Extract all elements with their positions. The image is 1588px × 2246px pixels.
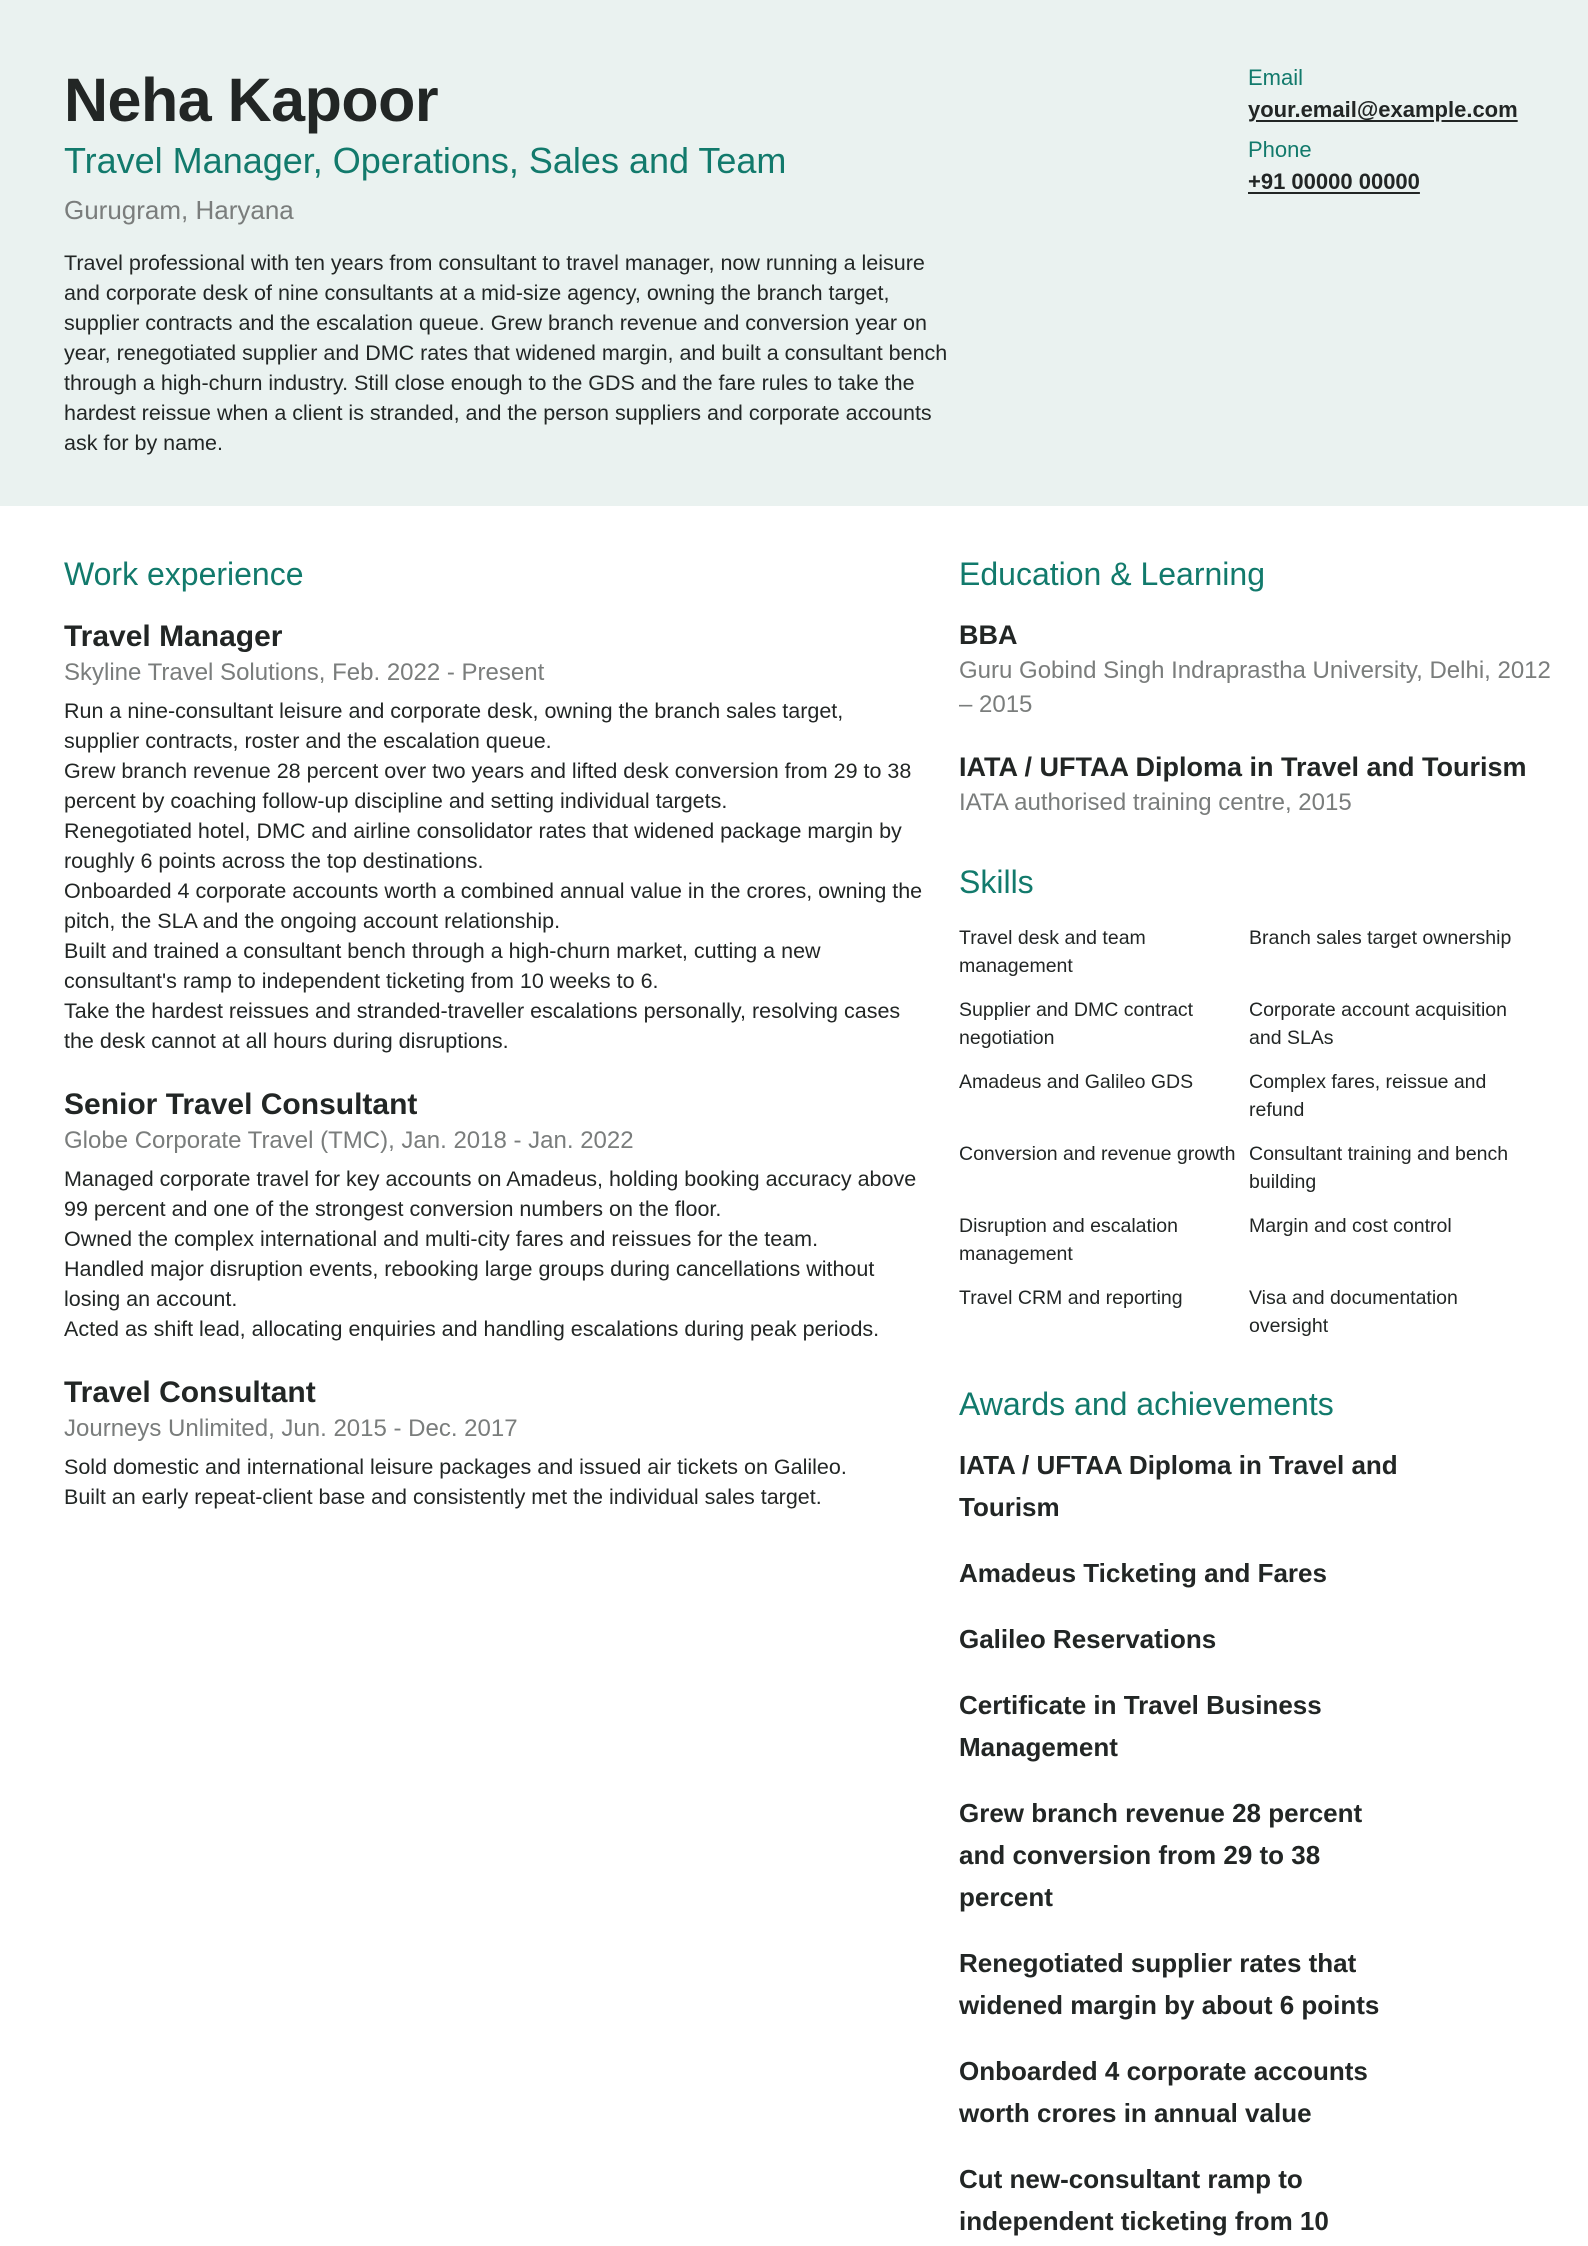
award-item: Cut new-consultant ramp to independent ticketing from 10 xyxy=(959,2164,1329,2236)
email-label: Email xyxy=(1248,65,1304,90)
skill-item: Branch sales target ownership xyxy=(1249,927,1512,949)
skills-section xyxy=(959,860,1559,1340)
skill-item: Conversion and revenue growth xyxy=(959,1143,1236,1165)
education-entry xyxy=(959,616,1559,722)
email-link[interactable]: your.email@example.com xyxy=(1248,97,1518,122)
skill-item: Visa and documentation oversight xyxy=(1249,1287,1458,1337)
award-item: Amadeus Ticketing and Fares xyxy=(959,1558,1327,1588)
job-entry xyxy=(64,1086,924,1344)
contact-info xyxy=(1248,62,1568,198)
sidebar-column xyxy=(959,552,1559,2242)
education-degree: IATA / UFTAA Diploma in Travel and Tourism xyxy=(959,752,1527,782)
award-item: Galileo Reservations xyxy=(959,1624,1217,1654)
job-bullet: Grew branch revenue 28 percent over two years and lifted desk conversion from 29 to 38 percent by coaching follow-up discipline and setting individual targets. xyxy=(64,759,912,813)
email-block xyxy=(1248,62,1568,126)
skill-item: Complex fares, reissue and refund xyxy=(1249,1071,1487,1121)
job-bullets xyxy=(64,1452,924,1512)
phone-label: Phone xyxy=(1248,137,1312,162)
skill-item: Corporate account acquisition and SLAs xyxy=(1249,999,1507,1049)
job-bullet: Owned the complex international and multi-city fares and reissues for the team. xyxy=(64,1227,819,1251)
candidate-location: Gurugram, Haryana xyxy=(64,195,294,225)
job-bullets xyxy=(64,696,924,1056)
skill-item: Amadeus and Galileo GDS xyxy=(959,1071,1194,1093)
skill-item: Margin and cost control xyxy=(1249,1215,1452,1237)
job-bullet: Run a nine-consultant leisure and corporate desk, owning the branch sales target, supplier contracts, roster and the escalation queue. xyxy=(64,699,844,753)
job-bullet: Built and trained a consultant bench through a high-churn market, cutting a new consultant's ramp to independent ticketing from 10 weeks to 6. xyxy=(64,939,821,993)
awards-section xyxy=(959,1382,1559,2242)
skill-item: Travel desk and team management xyxy=(959,927,1146,977)
work-experience-section xyxy=(64,552,924,1512)
job-bullets xyxy=(64,1164,924,1344)
award-item: Certificate in Travel Business Management xyxy=(959,1690,1322,1762)
education-detail: IATA authorised training centre, 2015 xyxy=(959,789,1352,816)
section-heading-work: Work experience xyxy=(64,556,304,592)
section-heading-skills: Skills xyxy=(959,864,1034,900)
skill-item: Supplier and DMC contract negotiation xyxy=(959,999,1194,1049)
awards-list xyxy=(959,1444,1559,2242)
education-section xyxy=(959,552,1559,820)
job-bullet: Built an early repeat-client base and consistently met the individual sales target. xyxy=(64,1485,822,1509)
resume-header xyxy=(0,0,1588,506)
award-item: Renegotiated supplier rates that widened margin by about 6 points xyxy=(959,1948,1380,2020)
job-company-dates: Globe Corporate Travel (TMC), Jan. 2018 - Jan. 2022 xyxy=(64,1127,634,1154)
section-heading-awards: Awards and achievements xyxy=(959,1386,1334,1422)
job-title: Travel Consultant xyxy=(64,1376,316,1409)
job-title: Senior Travel Consultant xyxy=(64,1088,418,1121)
candidate-name: Neha Kapoor xyxy=(64,66,439,134)
job-company-dates: Skyline Travel Solutions, Feb. 2022 - Present xyxy=(64,659,545,686)
skills-grid xyxy=(959,924,1559,1340)
skill-item: Consultant training and bench building xyxy=(1249,1143,1509,1193)
skill-item: Disruption and escalation management xyxy=(959,1215,1178,1265)
job-bullet: Handled major disruption events, rebooking large groups during cancellations without losing an account. xyxy=(64,1257,875,1311)
section-heading-education: Education & Learning xyxy=(959,556,1265,592)
job-bullet: Sold domestic and international leisure packages and issued air tickets on Galileo. xyxy=(64,1455,847,1479)
job-entry xyxy=(64,1374,924,1512)
job-bullet: Take the hardest reissues and stranded-traveller escalations personally, resolving cases the desk cannot at all hours during disruptions. xyxy=(64,999,901,1053)
skill-item: Travel CRM and reporting xyxy=(959,1287,1183,1309)
phone-block xyxy=(1248,134,1568,198)
candidate-title: Travel Manager, Operations, Sales and Team xyxy=(64,140,787,181)
job-entry xyxy=(64,618,924,1056)
education-degree: BBA xyxy=(959,620,1018,650)
job-company-dates: Journeys Unlimited, Jun. 2015 - Dec. 2017 xyxy=(64,1415,518,1442)
job-title: Travel Manager xyxy=(64,620,283,653)
profile-summary: Travel professional with ten years from consultant to travel manager, now running a leisure and corporate desk of nine consultants at a mid-size agency, owning the branch target, supplier contracts and the escalation queue. Grew branch revenue and conversion year on year, renegotiated supplier and DMC rates that widened margin, and built a consultant bench through a high-churn industry. Still close enough to the GDS and the fare rules to take the hardest reissue when a client is stranded, and the person suppliers and corporate accounts ask for by name. xyxy=(64,251,948,455)
job-bullet: Renegotiated hotel, DMC and airline consolidator rates that widened package margin by roughly 6 points across the top destinations. xyxy=(64,819,902,873)
job-bullet: Acted as shift lead, allocating enquiries and handling escalations during peak periods. xyxy=(64,1317,880,1341)
phone-link[interactable]: +91 00000 00000 xyxy=(1248,169,1420,194)
award-item: Onboarded 4 corporate accounts worth crores in annual value xyxy=(959,2056,1368,2128)
education-entry xyxy=(959,748,1559,820)
job-bullet: Managed corporate travel for key accounts on Amadeus, holding booking accuracy above 99 percent and one of the strongest conversion numbers on the floor. xyxy=(64,1167,917,1221)
award-item: IATA / UFTAA Diploma in Travel and Tourism xyxy=(959,1450,1398,1522)
education-detail: Guru Gobind Singh Indraprastha University, Delhi, 2012 – 2015 xyxy=(959,657,1551,718)
job-bullet: Onboarded 4 corporate accounts worth a combined annual value in the crores, owning the pitch, the SLA and the ongoing account relationship. xyxy=(64,879,923,933)
award-item: Grew branch revenue 28 percent and conversion from 29 to 38 percent xyxy=(959,1798,1363,1912)
